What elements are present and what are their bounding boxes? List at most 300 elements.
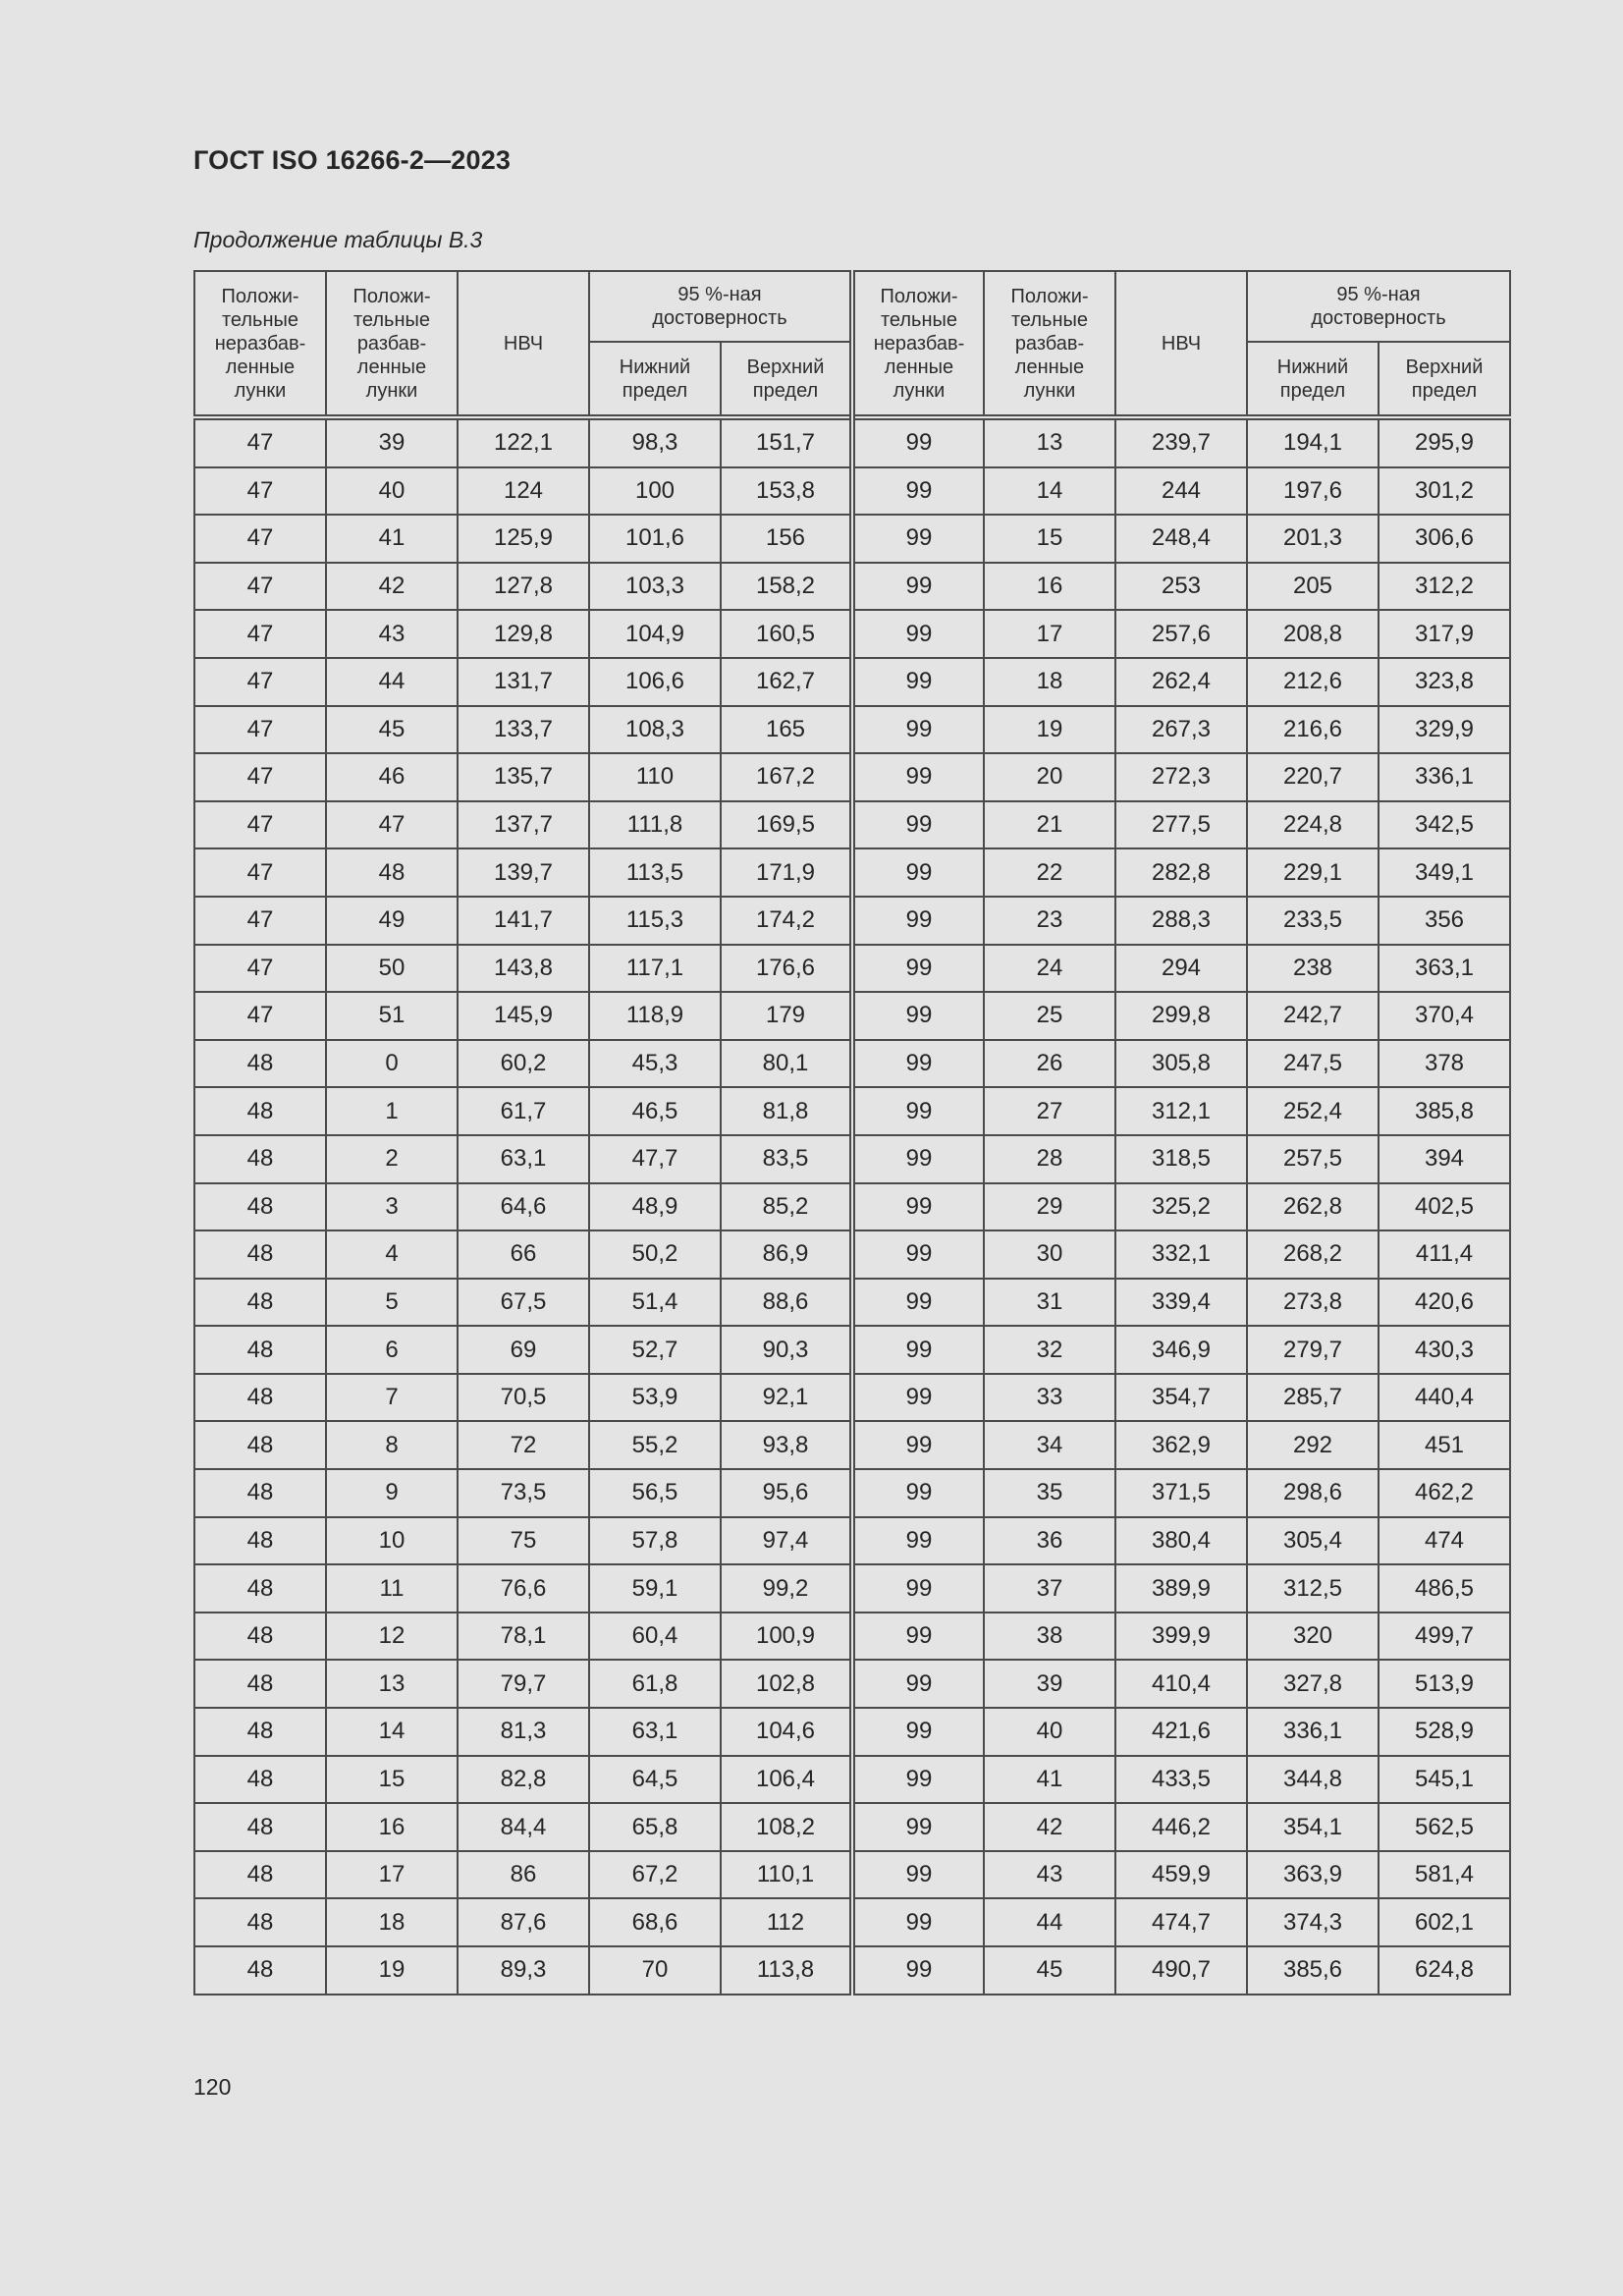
cell-mpn: 78,1 [458,1613,589,1661]
cell-upper-limit: 440,4 [1379,1374,1510,1422]
cell-positive-undiluted: 48 [194,1230,326,1279]
cell-positive-undiluted: 99 [852,1469,984,1517]
cell-positive-diluted: 41 [984,1756,1115,1804]
cell-upper-limit: 385,8 [1379,1087,1510,1135]
table-row [194,1946,1510,1995]
table-row [194,1564,1510,1613]
cell-mpn: 72 [458,1421,589,1469]
cell-positive-undiluted: 48 [194,1613,326,1661]
cell-lower-limit: 205 [1247,563,1379,611]
cell-upper-limit: 86,9 [721,1230,852,1279]
cell-mpn: 318,5 [1115,1135,1247,1183]
cell-positive-diluted: 50 [326,945,458,993]
cell-lower-limit: 312,5 [1247,1564,1379,1613]
cell-positive-undiluted: 99 [852,1421,984,1469]
cell-positive-diluted: 46 [326,753,458,801]
cell-mpn: 145,9 [458,992,589,1040]
cell-lower-limit: 103,3 [589,563,721,611]
cell-upper-limit: 329,9 [1379,706,1510,754]
table-row [194,1756,1510,1804]
cell-upper-limit: 90,3 [721,1326,852,1374]
cell-lower-limit: 53,9 [589,1374,721,1422]
cell-upper-limit: 110,1 [721,1851,852,1899]
cell-positive-diluted: 32 [984,1326,1115,1374]
cell-positive-diluted: 42 [326,563,458,611]
cell-positive-diluted: 47 [326,801,458,849]
cell-mpn: 89,3 [458,1946,589,1995]
cell-upper-limit: 80,1 [721,1040,852,1088]
table-row [194,1851,1510,1899]
cell-lower-limit: 60,4 [589,1613,721,1661]
cell-mpn: 248,4 [1115,515,1247,563]
cell-lower-limit: 47,7 [589,1135,721,1183]
cell-positive-diluted: 7 [326,1374,458,1422]
cell-positive-undiluted: 47 [194,467,326,516]
cell-positive-diluted: 23 [984,897,1115,945]
cell-positive-diluted: 24 [984,945,1115,993]
cell-upper-limit: 301,2 [1379,467,1510,516]
cell-upper-limit: 430,3 [1379,1326,1510,1374]
cell-positive-diluted: 5 [326,1279,458,1327]
cell-upper-limit: 624,8 [1379,1946,1510,1995]
cell-positive-diluted: 12 [326,1613,458,1661]
cell-positive-diluted: 19 [984,706,1115,754]
cell-mpn: 253 [1115,563,1247,611]
cell-lower-limit: 344,8 [1247,1756,1379,1804]
cell-lower-limit: 257,5 [1247,1135,1379,1183]
cell-positive-diluted: 18 [326,1898,458,1946]
header-mpn: НВЧ [1115,271,1247,417]
cell-positive-diluted: 17 [326,1851,458,1899]
cell-positive-undiluted: 47 [194,563,326,611]
cell-positive-diluted: 51 [326,992,458,1040]
cell-upper-limit: 528,9 [1379,1708,1510,1756]
cell-mpn: 244 [1115,467,1247,516]
header-confidence: 95 %-ная достоверность [1247,271,1510,342]
cell-lower-limit: 285,7 [1247,1374,1379,1422]
cell-upper-limit: 85,2 [721,1183,852,1231]
cell-upper-limit: 179 [721,992,852,1040]
cell-positive-undiluted: 48 [194,1326,326,1374]
cell-positive-diluted: 10 [326,1517,458,1565]
cell-positive-diluted: 0 [326,1040,458,1088]
cell-lower-limit: 233,5 [1247,897,1379,945]
cell-mpn: 73,5 [458,1469,589,1517]
cell-upper-limit: 462,2 [1379,1469,1510,1517]
cell-positive-diluted: 20 [984,753,1115,801]
cell-upper-limit: 394 [1379,1135,1510,1183]
header-positive-undiluted: Положи- тельные неразбав- ленные лунки [852,271,984,417]
header-positive-diluted: Положи- тельные разбав- ленные лунки [326,271,458,417]
cell-mpn: 459,9 [1115,1851,1247,1899]
cell-positive-undiluted: 47 [194,992,326,1040]
cell-mpn: 84,4 [458,1803,589,1851]
cell-mpn: 135,7 [458,753,589,801]
cell-mpn: 299,8 [1115,992,1247,1040]
cell-lower-limit: 61,8 [589,1660,721,1708]
cell-positive-diluted: 1 [326,1087,458,1135]
cell-positive-diluted: 14 [326,1708,458,1756]
cell-mpn: 70,5 [458,1374,589,1422]
table-row [194,1803,1510,1851]
cell-upper-limit: 317,9 [1379,610,1510,658]
cell-positive-undiluted: 99 [852,1087,984,1135]
cell-upper-limit: 100,9 [721,1613,852,1661]
cell-positive-undiluted: 48 [194,1756,326,1804]
cell-positive-diluted: 37 [984,1564,1115,1613]
header-lower-limit: Нижний предел [1247,342,1379,417]
table-row [194,1708,1510,1756]
cell-upper-limit: 486,5 [1379,1564,1510,1613]
cell-positive-diluted: 21 [984,801,1115,849]
cell-upper-limit: 167,2 [721,753,852,801]
mpn-table [193,270,1511,1995]
cell-positive-diluted: 44 [326,658,458,706]
cell-lower-limit: 374,3 [1247,1898,1379,1946]
cell-positive-diluted: 6 [326,1326,458,1374]
cell-positive-diluted: 13 [984,417,1115,467]
cell-mpn: 399,9 [1115,1613,1247,1661]
cell-positive-diluted: 13 [326,1660,458,1708]
cell-positive-undiluted: 48 [194,1374,326,1422]
cell-upper-limit: 81,8 [721,1087,852,1135]
cell-lower-limit: 64,5 [589,1756,721,1804]
header-lower-limit: Нижний предел [589,342,721,417]
cell-positive-diluted: 49 [326,897,458,945]
table-row [194,515,1510,563]
cell-positive-diluted: 42 [984,1803,1115,1851]
table-row [194,1421,1510,1469]
cell-positive-diluted: 8 [326,1421,458,1469]
cell-upper-limit: 169,5 [721,801,852,849]
cell-positive-undiluted: 99 [852,1708,984,1756]
cell-positive-diluted: 31 [984,1279,1115,1327]
cell-mpn: 282,8 [1115,848,1247,897]
cell-mpn: 69 [458,1326,589,1374]
cell-upper-limit: 295,9 [1379,417,1510,467]
cell-mpn: 63,1 [458,1135,589,1183]
cell-positive-undiluted: 48 [194,1421,326,1469]
cell-mpn: 272,3 [1115,753,1247,801]
cell-lower-limit: 118,9 [589,992,721,1040]
cell-positive-undiluted: 48 [194,1708,326,1756]
table-header [194,271,1510,417]
cell-upper-limit: 474 [1379,1517,1510,1565]
cell-positive-undiluted: 99 [852,1135,984,1183]
table-row [194,1230,1510,1279]
cell-mpn: 421,6 [1115,1708,1247,1756]
table-row [194,658,1510,706]
cell-lower-limit: 98,3 [589,417,721,467]
cell-lower-limit: 279,7 [1247,1326,1379,1374]
cell-lower-limit: 65,8 [589,1803,721,1851]
cell-upper-limit: 176,6 [721,945,852,993]
cell-lower-limit: 354,1 [1247,1803,1379,1851]
cell-upper-limit: 102,8 [721,1660,852,1708]
cell-lower-limit: 292 [1247,1421,1379,1469]
cell-upper-limit: 171,9 [721,848,852,897]
cell-mpn: 133,7 [458,706,589,754]
cell-lower-limit: 52,7 [589,1326,721,1374]
cell-lower-limit: 273,8 [1247,1279,1379,1327]
cell-positive-diluted: 16 [326,1803,458,1851]
cell-mpn: 305,8 [1115,1040,1247,1088]
cell-positive-undiluted: 47 [194,945,326,993]
cell-upper-limit: 356 [1379,897,1510,945]
cell-positive-diluted: 40 [984,1708,1115,1756]
cell-lower-limit: 212,6 [1247,658,1379,706]
cell-positive-diluted: 26 [984,1040,1115,1088]
cell-positive-diluted: 11 [326,1564,458,1613]
cell-mpn: 66 [458,1230,589,1279]
cell-positive-undiluted: 99 [852,1898,984,1946]
cell-mpn: 79,7 [458,1660,589,1708]
cell-upper-limit: 602,1 [1379,1898,1510,1946]
cell-lower-limit: 48,9 [589,1183,721,1231]
cell-positive-undiluted: 47 [194,801,326,849]
cell-upper-limit: 151,7 [721,417,852,467]
cell-upper-limit: 378 [1379,1040,1510,1088]
cell-positive-diluted: 28 [984,1135,1115,1183]
table-row [194,1087,1510,1135]
cell-positive-undiluted: 99 [852,467,984,516]
cell-positive-undiluted: 99 [852,753,984,801]
table-row [194,897,1510,945]
cell-lower-limit: 268,2 [1247,1230,1379,1279]
cell-mpn: 141,7 [458,897,589,945]
cell-positive-diluted: 38 [984,1613,1115,1661]
cell-positive-undiluted: 99 [852,1613,984,1661]
cell-upper-limit: 112 [721,1898,852,1946]
table-row [194,563,1510,611]
cell-mpn: 143,8 [458,945,589,993]
cell-positive-undiluted: 99 [852,945,984,993]
cell-upper-limit: 83,5 [721,1135,852,1183]
cell-upper-limit: 158,2 [721,563,852,611]
cell-upper-limit: 342,5 [1379,801,1510,849]
cell-mpn: 446,2 [1115,1803,1247,1851]
cell-positive-undiluted: 99 [852,897,984,945]
cell-upper-limit: 545,1 [1379,1756,1510,1804]
cell-mpn: 61,7 [458,1087,589,1135]
cell-positive-undiluted: 47 [194,753,326,801]
cell-lower-limit: 252,4 [1247,1087,1379,1135]
cell-mpn: 312,1 [1115,1087,1247,1135]
cell-mpn: 267,3 [1115,706,1247,754]
cell-upper-limit: 165 [721,706,852,754]
cell-positive-diluted: 4 [326,1230,458,1279]
cell-mpn: 474,7 [1115,1898,1247,1946]
cell-lower-limit: 229,1 [1247,848,1379,897]
table-row [194,801,1510,849]
cell-lower-limit: 57,8 [589,1517,721,1565]
cell-upper-limit: 104,6 [721,1708,852,1756]
table-row [194,610,1510,658]
cell-positive-undiluted: 99 [852,658,984,706]
cell-lower-limit: 46,5 [589,1087,721,1135]
cell-positive-diluted: 3 [326,1183,458,1231]
table-row [194,1374,1510,1422]
cell-upper-limit: 156 [721,515,852,563]
cell-upper-limit: 336,1 [1379,753,1510,801]
mpn-table-container [193,270,1511,1995]
cell-positive-diluted: 35 [984,1469,1115,1517]
cell-positive-undiluted: 99 [852,1946,984,1995]
cell-mpn: 380,4 [1115,1517,1247,1565]
cell-positive-undiluted: 99 [852,417,984,467]
cell-positive-undiluted: 48 [194,1517,326,1565]
cell-lower-limit: 67,2 [589,1851,721,1899]
cell-positive-diluted: 44 [984,1898,1115,1946]
cell-lower-limit: 208,8 [1247,610,1379,658]
cell-positive-diluted: 39 [984,1660,1115,1708]
cell-mpn: 64,6 [458,1183,589,1231]
cell-upper-limit: 174,2 [721,897,852,945]
header-mpn: НВЧ [458,271,589,417]
cell-positive-diluted: 16 [984,563,1115,611]
table-caption: Продолжение таблицы В.3 [193,227,483,252]
cell-upper-limit: 162,7 [721,658,852,706]
cell-lower-limit: 106,6 [589,658,721,706]
cell-positive-diluted: 22 [984,848,1115,897]
cell-positive-undiluted: 47 [194,706,326,754]
cell-mpn: 129,8 [458,610,589,658]
cell-lower-limit: 320 [1247,1613,1379,1661]
cell-upper-limit: 323,8 [1379,658,1510,706]
cell-positive-undiluted: 99 [852,563,984,611]
cell-positive-undiluted: 47 [194,848,326,897]
cell-lower-limit: 63,1 [589,1708,721,1756]
cell-upper-limit: 411,4 [1379,1230,1510,1279]
cell-positive-diluted: 34 [984,1421,1115,1469]
cell-positive-undiluted: 99 [852,1756,984,1804]
cell-mpn: 86 [458,1851,589,1899]
cell-lower-limit: 70 [589,1946,721,1995]
cell-positive-undiluted: 99 [852,610,984,658]
cell-positive-diluted: 2 [326,1135,458,1183]
cell-lower-limit: 56,5 [589,1469,721,1517]
table-row [194,1135,1510,1183]
cell-positive-undiluted: 48 [194,1087,326,1135]
cell-mpn: 60,2 [458,1040,589,1088]
cell-positive-diluted: 14 [984,467,1115,516]
cell-lower-limit: 197,6 [1247,467,1379,516]
cell-lower-limit: 216,6 [1247,706,1379,754]
cell-positive-undiluted: 48 [194,1183,326,1231]
cell-lower-limit: 238 [1247,945,1379,993]
cell-upper-limit: 97,4 [721,1517,852,1565]
header-positive-undiluted: Положи- тельные неразбав- ленные лунки [194,271,326,417]
cell-positive-undiluted: 99 [852,1326,984,1374]
cell-mpn: 82,8 [458,1756,589,1804]
cell-upper-limit: 513,9 [1379,1660,1510,1708]
cell-lower-limit: 262,8 [1247,1183,1379,1231]
cell-upper-limit: 88,6 [721,1279,852,1327]
table-row [194,1517,1510,1565]
cell-mpn: 67,5 [458,1279,589,1327]
cell-positive-undiluted: 99 [852,992,984,1040]
table-row [194,1660,1510,1708]
cell-lower-limit: 327,8 [1247,1660,1379,1708]
cell-positive-diluted: 18 [984,658,1115,706]
cell-positive-diluted: 25 [984,992,1115,1040]
cell-upper-limit: 562,5 [1379,1803,1510,1851]
header-confidence: 95 %-ная достоверность [589,271,852,342]
table-row [194,945,1510,993]
cell-lower-limit: 298,6 [1247,1469,1379,1517]
cell-mpn: 75 [458,1517,589,1565]
cell-positive-undiluted: 48 [194,1135,326,1183]
cell-lower-limit: 242,7 [1247,992,1379,1040]
cell-lower-limit: 104,9 [589,610,721,658]
cell-positive-diluted: 36 [984,1517,1115,1565]
cell-upper-limit: 349,1 [1379,848,1510,897]
cell-positive-undiluted: 99 [852,1374,984,1422]
cell-upper-limit: 106,4 [721,1756,852,1804]
cell-upper-limit: 581,4 [1379,1851,1510,1899]
cell-positive-diluted: 15 [984,515,1115,563]
cell-positive-undiluted: 99 [852,1803,984,1851]
cell-lower-limit: 68,6 [589,1898,721,1946]
table-body [194,417,1510,1995]
table-row [194,1183,1510,1231]
cell-mpn: 389,9 [1115,1564,1247,1613]
cell-positive-undiluted: 48 [194,1851,326,1899]
cell-positive-undiluted: 99 [852,1183,984,1231]
cell-upper-limit: 363,1 [1379,945,1510,993]
cell-lower-limit: 45,3 [589,1040,721,1088]
cell-positive-undiluted: 99 [852,848,984,897]
cell-positive-undiluted: 47 [194,610,326,658]
cell-upper-limit: 99,2 [721,1564,852,1613]
cell-positive-undiluted: 99 [852,1660,984,1708]
cell-lower-limit: 201,3 [1247,515,1379,563]
cell-lower-limit: 110 [589,753,721,801]
page-number: 120 [193,2074,232,2100]
cell-positive-diluted: 43 [984,1851,1115,1899]
cell-lower-limit: 50,2 [589,1230,721,1279]
table-row [194,1898,1510,1946]
cell-positive-diluted: 43 [326,610,458,658]
cell-upper-limit: 108,2 [721,1803,852,1851]
cell-upper-limit: 160,5 [721,610,852,658]
cell-mpn: 257,6 [1115,610,1247,658]
table-row [194,753,1510,801]
cell-lower-limit: 55,2 [589,1421,721,1469]
cell-lower-limit: 247,5 [1247,1040,1379,1088]
cell-positive-diluted: 9 [326,1469,458,1517]
cell-lower-limit: 220,7 [1247,753,1379,801]
cell-positive-diluted: 30 [984,1230,1115,1279]
cell-lower-limit: 224,8 [1247,801,1379,849]
cell-positive-undiluted: 47 [194,897,326,945]
cell-mpn: 127,8 [458,563,589,611]
cell-lower-limit: 101,6 [589,515,721,563]
cell-mpn: 332,1 [1115,1230,1247,1279]
table-row [194,1613,1510,1661]
cell-positive-undiluted: 99 [852,1040,984,1088]
cell-upper-limit: 92,1 [721,1374,852,1422]
cell-lower-limit: 113,5 [589,848,721,897]
cell-upper-limit: 499,7 [1379,1613,1510,1661]
cell-mpn: 294 [1115,945,1247,993]
cell-mpn: 131,7 [458,658,589,706]
cell-mpn: 354,7 [1115,1374,1247,1422]
cell-lower-limit: 108,3 [589,706,721,754]
table-row [194,1279,1510,1327]
cell-lower-limit: 51,4 [589,1279,721,1327]
cell-positive-undiluted: 48 [194,1660,326,1708]
